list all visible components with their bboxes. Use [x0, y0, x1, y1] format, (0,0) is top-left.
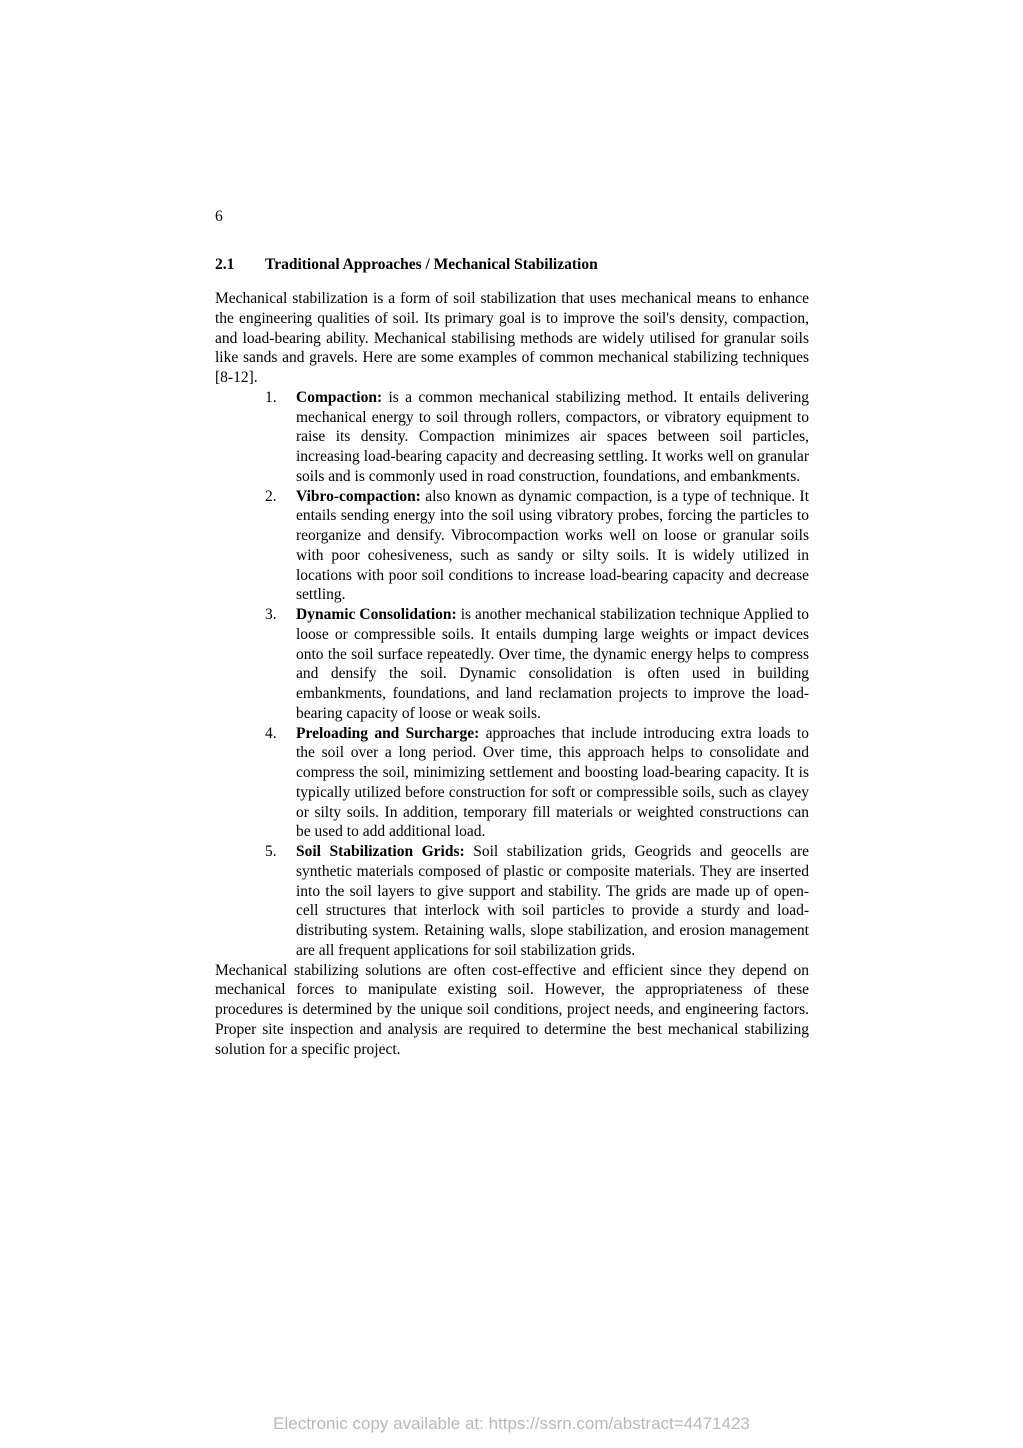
list-item	[265, 724, 809, 843]
section-title: Traditional Approaches / Mechanical Stabilization	[265, 256, 598, 273]
list-item	[265, 487, 809, 606]
list-item-term: Vibro-compaction:	[296, 487, 421, 505]
intro-paragraph: Mechanical stabilization is a form of soil stabilization that uses mechanical means to enhance the engineering qualities of soil. Its primary goal is to improve the soil's density, compaction, and load-bearing ability. Mechanical stabilising methods are widely utilised for granular soils like sands and gravels. Here are some examples of common mechanical stabilizing techniques [8-12].	[215, 290, 809, 386]
list-item-term: Compaction:	[296, 388, 383, 406]
section-body	[215, 289, 809, 1059]
closing-paragraph: Mechanical stabilizing solutions are often cost-effective and efficient since they depend on mechanical forces to manipulate existing soil. However, the appropriateness of these procedures is determined by the unique soil conditions, project needs, and engineering factors. Proper site inspection and analysis are required to determine the best mechanical stabilizing solution for a specific project.	[215, 961, 809, 1058]
list-item-number: 5.	[265, 843, 277, 860]
list-item-text: approaches that include introducing extra loads to the soil over a long period. Over time, this approach helps to consolidate and compress the soil, minimizing settlement and boosting load-bearing capacity. It is typically utilized before construction for soft or compressible soils, such as clayey or silty soils. In addition, temporary fill materials or weighted constructions can be used to add additional load.	[296, 724, 809, 841]
list-item-term: Preloading and Surcharge:	[296, 724, 480, 742]
page-number: 6	[215, 208, 223, 225]
section-heading	[215, 255, 815, 275]
list-item-number: 2.	[265, 487, 277, 505]
list-item-term: Dynamic Consolidation:	[296, 606, 457, 623]
section-number: 2.1	[215, 256, 235, 273]
list-item	[265, 605, 810, 724]
list-item-number: 4.	[265, 724, 277, 742]
list-item-term: Soil Stabilization Grids:	[296, 843, 465, 860]
list-item-number: 3.	[265, 606, 277, 623]
ssrn-footer: Electronic copy available at: https://ssrn.com/abstract=4471423	[273, 1414, 750, 1433]
list-item	[265, 842, 809, 961]
list-item-text: Soil stabilization grids, Geogrids and geocells are synthetic materials composed of plastic or composite materials. They are inserted into the soil layers to give support and stability. The grids are made up of open-cell structures that interlock with soil particles to provide a sturdy and load-distributing system. Retaining walls, slope stabilization, and erosion management are all frequent applications for soil stabilization grids.	[296, 843, 809, 959]
list-item-number: 1.	[265, 388, 277, 406]
techniques-list	[215, 388, 809, 961]
list-item	[265, 388, 809, 487]
list-item-text: is another mechanical stabilization technique Applied to loose or compressible soils. It entails dumping large weights or impact devices onto the soil surface repeatedly. Over time, the dynamic energy helps to compress and densify the soil. Dynamic consolidation is often used in building embankments, foundations, and land reclamation projects to improve the load-bearing capacity of loose or weak soils.	[296, 606, 810, 722]
list-item-text: also known as dynamic compaction, is a type of technique. It entails sending energy into the soil using vibratory probes, forcing the particles to reorganize and densify. Vibrocompaction works well on loose or granular soils with poor cohesiveness, such as sandy or silty soils. It is widely utilized in locations with poor soil conditions to increase load-bearing capacity and decrease settling.	[296, 487, 809, 604]
list-item-text: is a common mechanical stabilizing method. It entails delivering mechanical energy to soil through rollers, compactors, or vibratory equipment to raise its density. Compaction minimizes air spaces between soil particles, increasing load-bearing capacity and decreasing settling. It works well on granular soils and is commonly used in road construction, foundations, and embankments.	[296, 388, 809, 485]
